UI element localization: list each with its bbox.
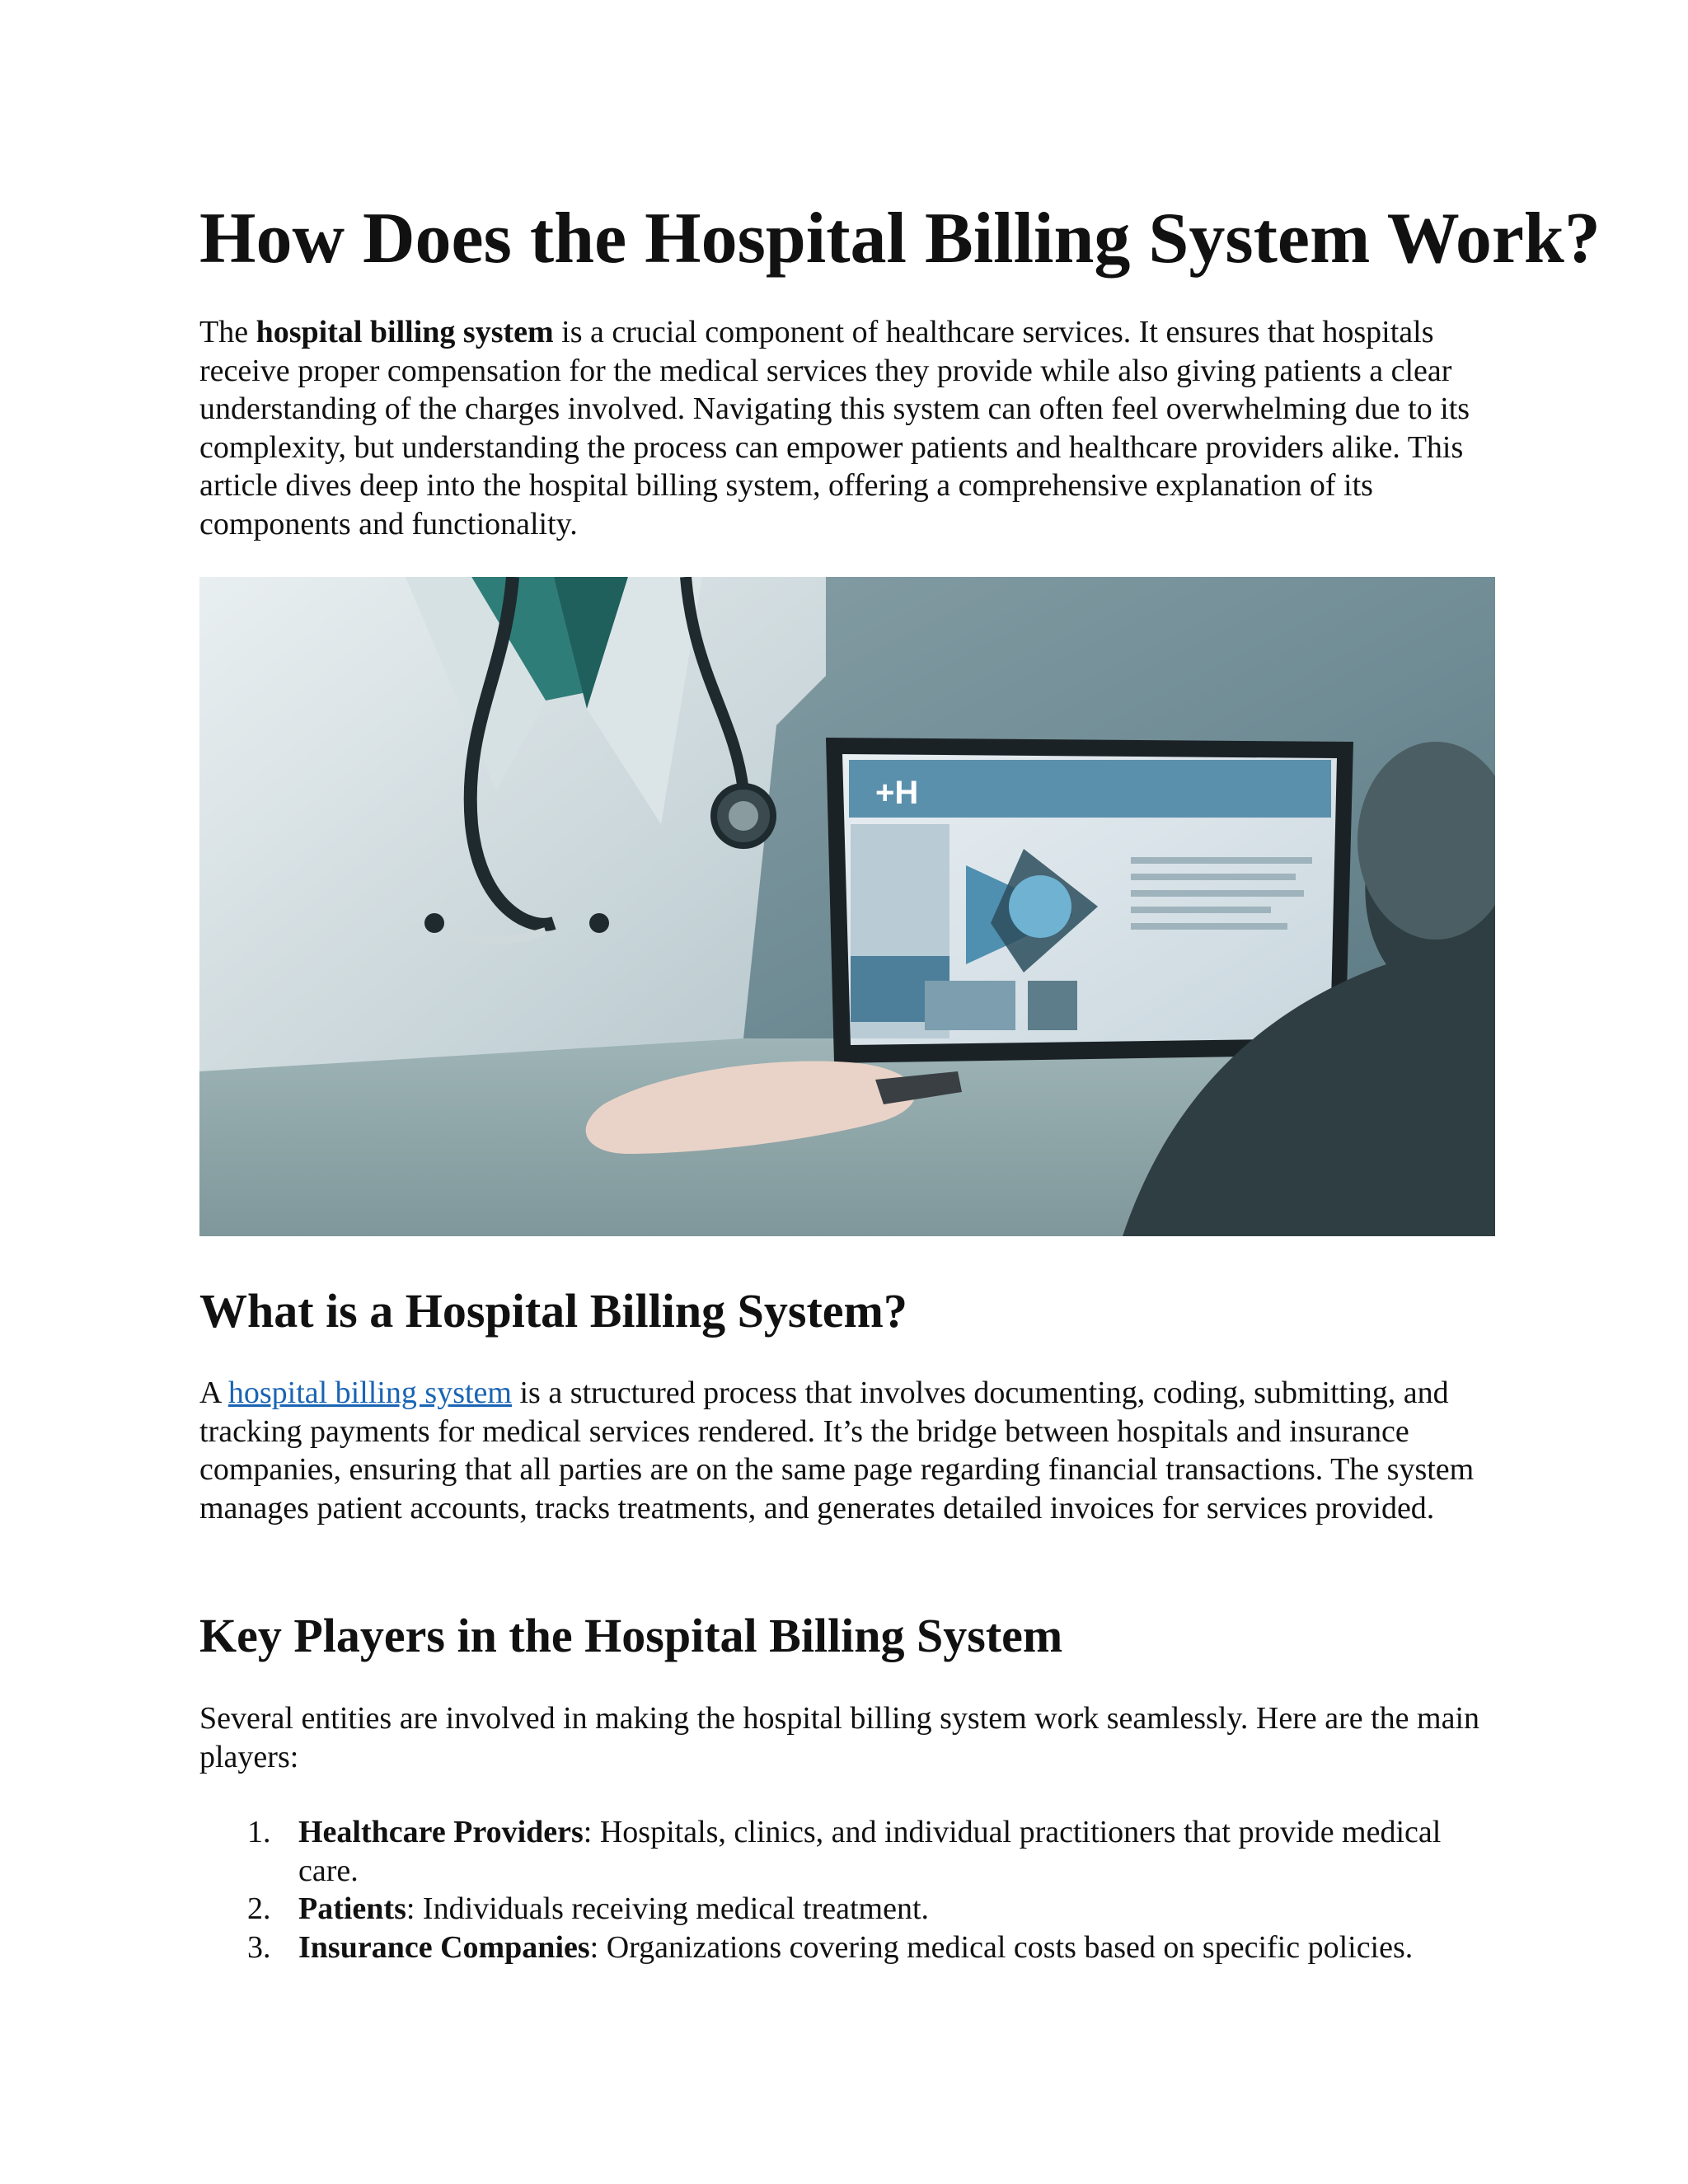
list-number: 3. bbox=[247, 1929, 271, 1965]
section-heading-key-players: Key Players in the Hospital Billing System bbox=[199, 1609, 1063, 1662]
intro-paragraph bbox=[199, 313, 1498, 543]
list-number: 1. bbox=[247, 1815, 271, 1849]
what-text-after: is a structured process that involves documenting, coding, submitting, and tracking payments for medical services rendered. It’s the bridge between hospitals and insurance companies, ensuring that all parties are on the same page regarding financial transactions. The system manages patient accounts, tracks treatments, and generates detailed invoices for services provided. bbox=[199, 1376, 1475, 1526]
doctor-tablet-illustration bbox=[199, 577, 1495, 1236]
list-term: Patients bbox=[298, 1891, 406, 1926]
list-term: Insurance Companies bbox=[298, 1929, 590, 1965]
intro-text-before: The bbox=[199, 315, 256, 349]
what-text-before: A bbox=[199, 1376, 228, 1410]
what-paragraph bbox=[199, 1374, 1498, 1527]
page-title: How Does the Hospital Billing System Work? bbox=[199, 199, 1601, 279]
key-players-list bbox=[199, 1813, 1498, 1966]
key-players-paragraph: Several entities are involved in making the hospital billing system work seamlessly. Here are the main players: bbox=[199, 1701, 1480, 1774]
section-heading-what: What is a Hospital Billing System? bbox=[199, 1284, 907, 1338]
hero-image bbox=[199, 577, 1495, 1236]
list-item bbox=[199, 1890, 1498, 1929]
list-item bbox=[199, 1813, 1498, 1890]
list-number: 2. bbox=[247, 1891, 271, 1926]
intro-bold-term: hospital billing system bbox=[256, 315, 554, 349]
list-desc: : Hospitals, clinics, and individual practitioners that provide medical care. bbox=[298, 1815, 1442, 1888]
list-desc: : Organizations covering medical costs based on specific policies. bbox=[589, 1929, 1414, 1965]
screen-logo-text: +H bbox=[875, 775, 919, 811]
intro-text-after: is a crucial component of healthcare services. It ensures that hospitals receive proper compensation for the medical services they provide while also giving patients a clear understanding of the charges involved. Navigating this system can often feel overwhelming due to its complexity, but understanding the process can empower patients and healthcare providers alike. This article dives deep into the hospital billing system, offering a comprehensive explanation of its components and functionality. bbox=[199, 315, 1470, 541]
list-term: Healthcare Providers bbox=[298, 1815, 584, 1849]
list-desc: : Individuals receiving medical treatment. bbox=[406, 1891, 930, 1926]
list-item bbox=[199, 1929, 1498, 1967]
hospital-billing-system-link[interactable]: hospital billing system bbox=[227, 1376, 512, 1410]
